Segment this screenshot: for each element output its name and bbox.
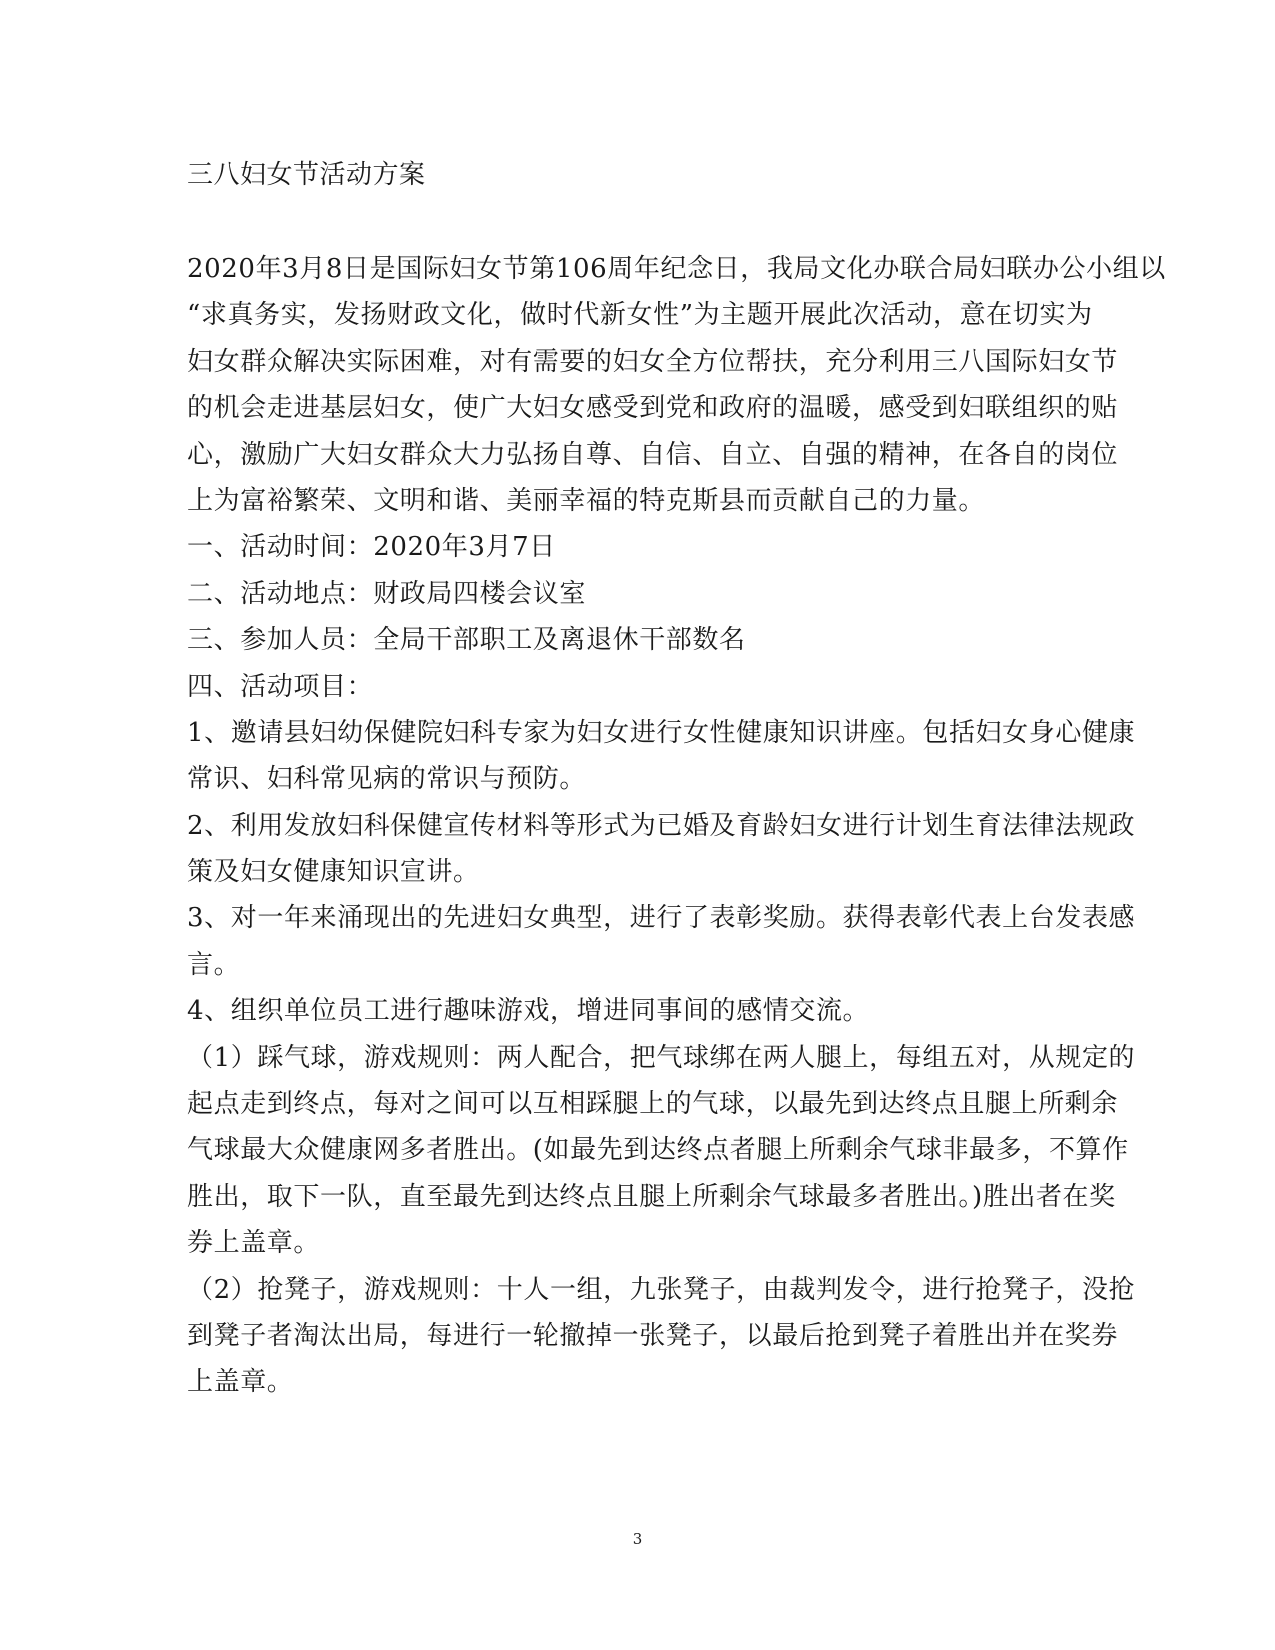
body-line: 策及妇女健康知识宣讲。	[187, 857, 480, 888]
body-line: 妇女群众解决实际困难，对有需要的妇女全方位帮扶，充分利用三八国际妇女节	[187, 346, 1119, 377]
body-line: 上为富裕繁荣、文明和谐、美丽幸福的特克斯县而贡献自己的力量。	[187, 485, 986, 516]
document-body	[187, 246, 1166, 1406]
body-line: 券上盖章。	[187, 1228, 321, 1259]
body-line: 的机会走进基层妇女，使广大妇女感受到党和政府的温暖，感受到妇联组织的贴	[187, 393, 1119, 424]
body-line: （1）踩气球，游戏规则：两人配合，把气球绑在两人腿上，每组五对，从规定的	[187, 1042, 1136, 1073]
body-line: 2、利用发放妇科保健宣传材料等形式为已婚及育龄妇女进行计划生育法律法规政	[187, 810, 1136, 841]
body-line: 3、对一年来涌现出的先进妇女典型，进行了表彰奖励。获得表彰代表上台发表感	[187, 903, 1136, 934]
body-line: 四、活动项目：	[187, 671, 374, 702]
body-line: 到凳子者淘汰出局，每进行一轮撤掉一张凳子，以最后抢到凳子着胜出并在奖券	[187, 1320, 1119, 1351]
body-line: 上盖章。	[187, 1367, 294, 1398]
body-line: 常识、妇科常见病的常识与预防。	[187, 764, 587, 795]
body-line: 起点走到终点，每对之间可以互相踩腿上的气球，以最先到达终点且腿上所剩余	[187, 1089, 1119, 1120]
body-line: 言。	[187, 949, 241, 980]
document-title: 三八妇女节活动方案	[187, 160, 426, 190]
body-line: （2）抢凳子，游戏规则：十人一组，九张凳子，由裁判发令，进行抢凳子，没抢	[187, 1274, 1136, 1305]
body-line: 二、活动地点：财政局四楼会议室	[187, 578, 587, 609]
body-line: 1、邀请县妇幼保健院妇科专家为妇女进行女性健康知识讲座。包括妇女身心健康	[187, 717, 1136, 748]
body-line: 4、组织单位员工进行趣味游戏，增进同事间的感情交流。	[187, 996, 870, 1027]
body-line: 气球最大众健康网多者胜出。(如最先到达终点者腿上所剩余气球非最多，不算作	[187, 1135, 1129, 1166]
body-line: “求真务实，发扬财政文化，做时代新女性”为主题开展此次活动，意在切实为	[187, 300, 1093, 331]
body-line: 2020年3月8日是国际妇女节第106周年纪念日，我局文化办联合局妇联办公小组以	[187, 254, 1166, 284]
body-line: 三、参加人员：全局干部职工及离退休干部数名	[187, 625, 746, 656]
body-line: 心，激励广大妇女群众大力弘扬自尊、自信、自立、自强的精神，在各自的岗位	[187, 439, 1119, 470]
body-line: 胜出，取下一队，直至最先到达终点且腿上所剩余气球最多者胜出。)胜出者在奖	[187, 1181, 1116, 1212]
page-number: 3	[632, 1530, 643, 1548]
body-line: 一、活动时间：2020年3月7日	[187, 532, 556, 563]
